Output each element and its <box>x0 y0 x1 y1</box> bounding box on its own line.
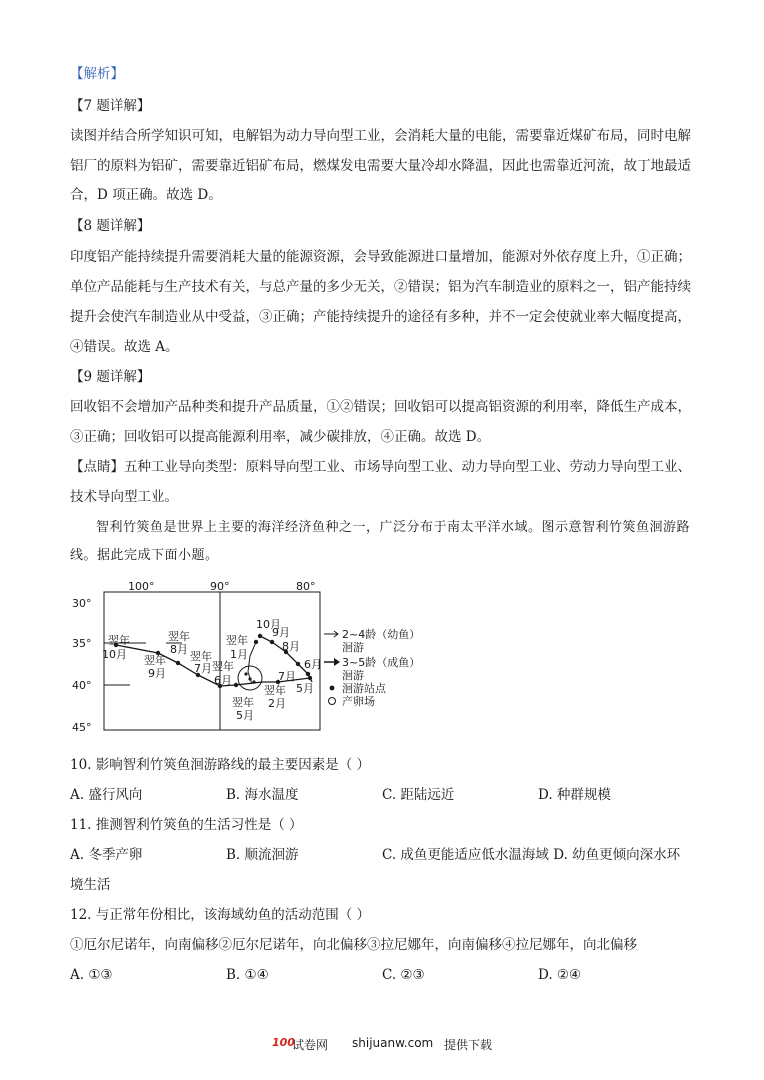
q7-text-line-1: 读图并结合所学知识可知，电解铝为动力导向型工业，会消耗大量的电能，需要靠近煤矿布局，同时电解 <box>70 128 691 144</box>
route-label: 10月 <box>256 618 281 631</box>
route-label: 翌年 <box>212 660 234 673</box>
route-label: 翌年 <box>144 654 166 667</box>
q11-option-d-cont: 境生活 <box>70 877 111 893</box>
site-name: 试卷网 <box>292 1038 329 1052</box>
route-label: 5月 <box>236 709 254 722</box>
tip-line-1: 【点睛】五种工业导向类型：原料导向型工业、市场导向型工业、动力导向型工业、劳动力导向型工业、 <box>70 459 691 475</box>
route-label: 10月 <box>102 648 127 661</box>
q8-text-line-4: ④错误。故选 A。 <box>70 339 179 355</box>
q7-heading: 【7 题详解】 <box>70 98 151 114</box>
q11-option-a[interactable]: A. 冬季产卵 <box>70 847 143 863</box>
site-logo: 100 <box>272 1036 295 1049</box>
q10-option-a[interactable]: A. 盛行风向 <box>70 787 143 803</box>
legend-adult-sub: 洄游 <box>342 669 364 682</box>
lon-label-80: 80° <box>296 580 316 593</box>
route-label: 6月 <box>214 674 232 687</box>
q8-heading: 【8 题详解】 <box>70 218 151 234</box>
q10-option-d[interactable]: D. 种群规模 <box>538 787 611 803</box>
route-label: 9月 <box>272 626 290 639</box>
q12-option-d[interactable]: D. ②④ <box>538 967 582 983</box>
q11-option-b[interactable]: B. 顺流洄游 <box>226 847 299 863</box>
route-label: 翌年 <box>232 696 254 709</box>
q12-option-c[interactable]: C. ②③ <box>382 967 425 983</box>
map-legend <box>324 627 420 708</box>
route-label: 翌年 <box>190 650 212 663</box>
q10-option-b[interactable]: B. 海水温度 <box>226 787 299 803</box>
legend-station: 洄游站点 <box>342 682 386 695</box>
route-label: 6月 <box>304 658 322 671</box>
question-10-stem: 10. 影响智利竹筴鱼洄游路线的最主要因素是（ ） <box>70 757 371 773</box>
q10-option-c[interactable]: C. 距陆远近 <box>382 787 455 803</box>
q8-text-line-2: 单位产品能耗与生产技术有关，与总产量的多少无关，②错误；铝为汽车制造业的原料之一，铝产能持续 <box>70 279 691 295</box>
route-label: 7月 <box>278 670 296 683</box>
analysis-heading: 【解析】 <box>70 66 124 82</box>
route-label: 翌年 <box>226 634 248 647</box>
route-label: 翌年 <box>264 684 286 697</box>
download-note: 提供下载 <box>444 1038 493 1052</box>
fish-migration-map <box>60 578 460 738</box>
legend-juvenile-sub: 洄游 <box>342 641 364 654</box>
route-label: 9月 <box>148 667 166 680</box>
route-label: 2月 <box>268 697 286 710</box>
route-label: 翌年 <box>168 630 190 643</box>
lat-label-35: 35° <box>72 637 92 650</box>
route-label: 翌年 <box>108 634 130 647</box>
q9-text-line-1: 回收铝不会增加产品种类和提升产品质量，①②错误；回收铝可以提高铝资源的利用率，降低生产成本， <box>70 399 691 415</box>
q8-text-line-1: 印度铝产能持续提升需要消耗大量的能源资源，会导致能源进口量增加，能源对外依存度上升，①正确； <box>70 249 691 265</box>
q7-text-line-2: 铝厂的原料为铝矿，需要靠近铝矿布局，燃煤发电需要大量冷却水降温，因此也需靠近河流，故丁地最适 <box>70 158 691 174</box>
question-11-stem: 11. 推测智利竹筴鱼的生活习性是（ ） <box>70 817 303 833</box>
q12-option-b[interactable]: B. ①④ <box>226 967 269 983</box>
route-label: 5月 <box>296 682 314 695</box>
lat-label-30: 30° <box>72 597 92 610</box>
intro-line-2: 线。据此完成下面小题。 <box>70 548 219 563</box>
route-label: 1月 <box>230 648 248 661</box>
lat-label-40: 40° <box>72 679 92 692</box>
route-label: 7月 <box>194 662 212 675</box>
question-12-stem: 12. 与正常年份相比，该海域幼鱼的活动范围（ ） <box>70 907 371 923</box>
lat-label-45: 45° <box>72 721 92 734</box>
intro-line-1: 智利竹筴鱼是世界上主要的海洋经济鱼种之一，广泛分布于南太平洋水域。图示意智利竹筴鱼洄游路 <box>96 520 691 535</box>
lon-label-90: 90° <box>210 580 230 593</box>
tip-line-2: 技术导向型工业。 <box>70 489 178 505</box>
q7-text-line-3: 合，D 项正确。故选 D。 <box>70 187 222 203</box>
legend-spawning: 产卵场 <box>342 695 375 708</box>
q8-text-line-3: 提升会使汽车制造业从中受益，③正确；产能持续提升的途径有多种，并不一定会使就业率大幅度提高， <box>70 309 691 325</box>
route-label: 8月 <box>282 640 300 653</box>
q11-option-c-d[interactable]: C. 成鱼更能适应低水温海域 D. 幼鱼更倾向深水环 <box>382 847 681 863</box>
q12-statements: ①厄尔尼诺年，向南偏移②厄尔尼诺年，向北偏移③拉尼娜年，向南偏移④拉尼娜年，向北偏移 <box>70 937 637 953</box>
q9-text-line-2: ③正确；回收铝可以提高能源利用率，减少碳排放，④正确。故选 D。 <box>70 429 491 445</box>
legend-juvenile: 2~4龄（幼鱼） <box>342 628 421 641</box>
lon-label-100: 100° <box>128 580 155 593</box>
site-url[interactable]: shijuanw.com <box>352 1036 434 1050</box>
q9-heading: 【9 题详解】 <box>70 369 151 385</box>
route-label: 8月 <box>170 643 188 656</box>
q12-option-a[interactable]: A. ①③ <box>70 967 113 983</box>
legend-adult: 3~5龄（成鱼） <box>342 656 421 669</box>
